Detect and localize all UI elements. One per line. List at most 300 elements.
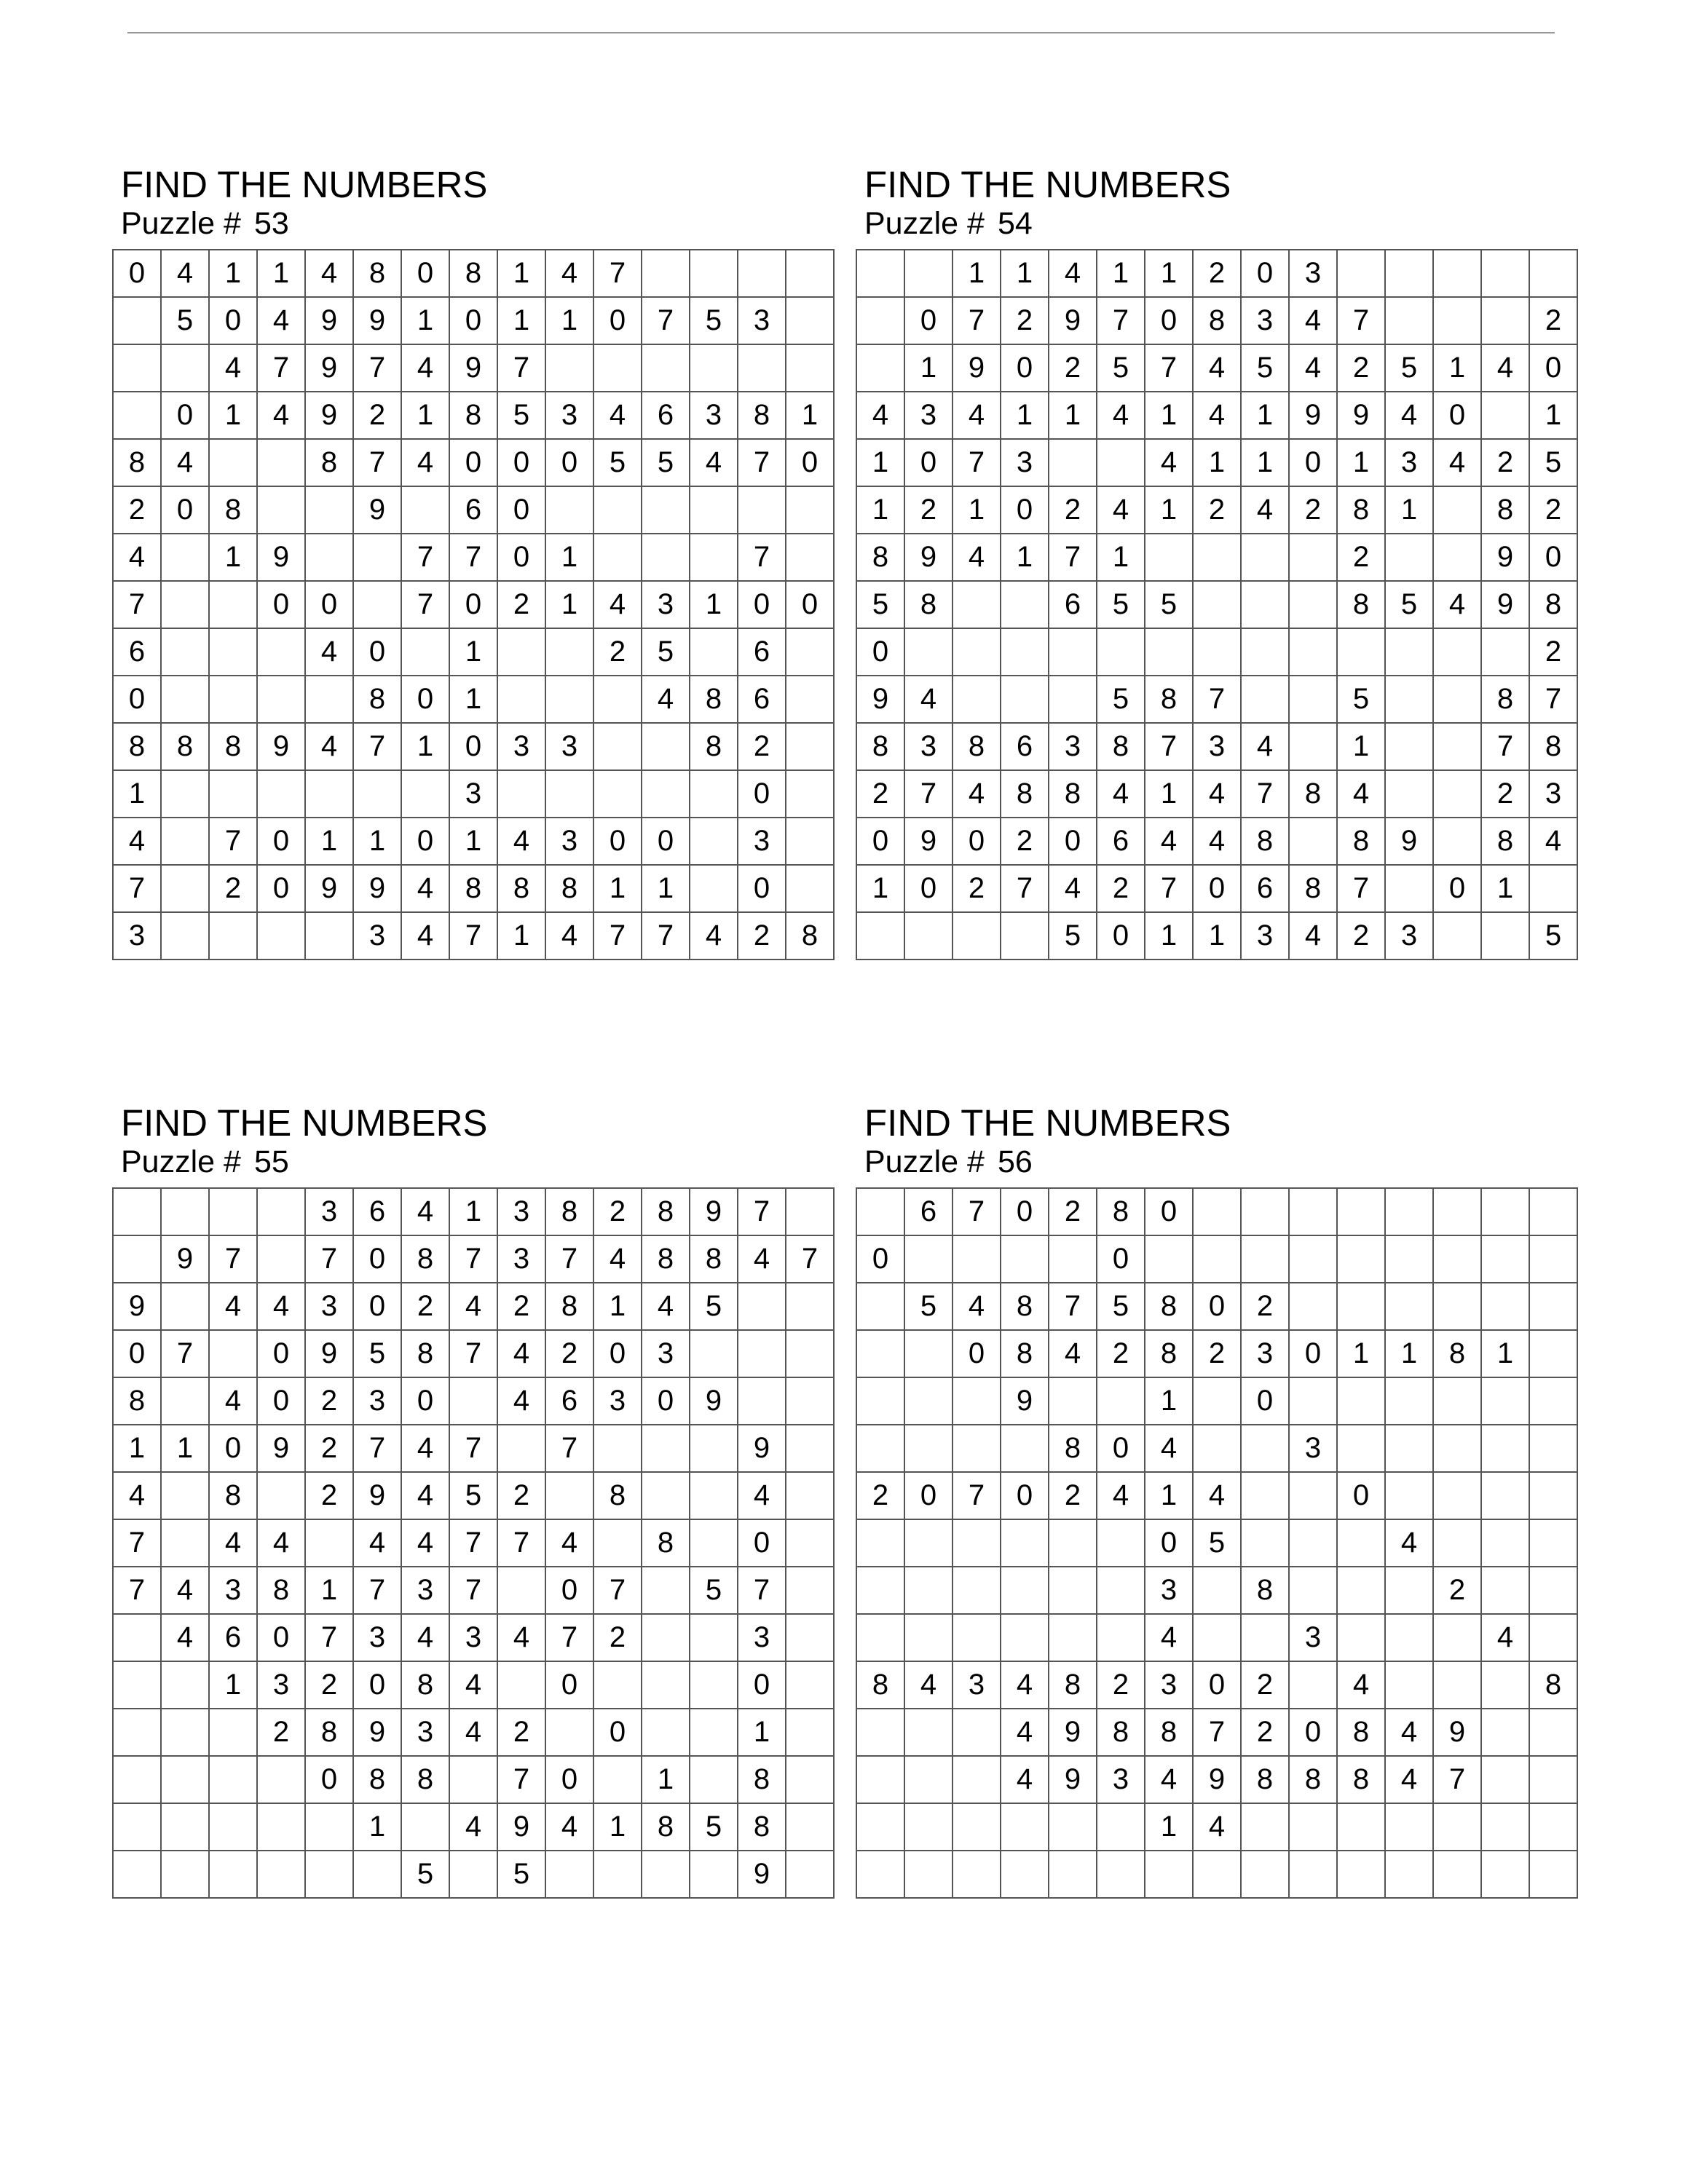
- grid-row: [113, 1377, 834, 1425]
- grid-cell: 7: [1145, 865, 1193, 912]
- grid-cell: 1: [1097, 534, 1145, 581]
- grid-cell: 1: [305, 1567, 353, 1614]
- grid-cell: [113, 344, 161, 392]
- grid-cell: 1: [1145, 392, 1193, 439]
- grid-cell: 2: [209, 865, 257, 912]
- grid-cell: 5: [690, 1283, 738, 1330]
- grid-cell: [738, 344, 786, 392]
- grid-cell: [209, 1756, 257, 1803]
- grid-cell: [209, 676, 257, 723]
- grid-cell: 9: [1433, 1709, 1481, 1756]
- grid-cell: [786, 534, 834, 581]
- grid-cell: 4: [545, 250, 593, 297]
- grid-cell: 4: [401, 344, 449, 392]
- grid-cell: 4: [449, 1283, 497, 1330]
- grid-cell: 5: [1241, 344, 1289, 392]
- grid-cell: 1: [449, 1188, 497, 1235]
- grid-cell: 0: [953, 1330, 1001, 1377]
- grid-cell: 1: [305, 818, 353, 865]
- grid-cell: 1: [1481, 1330, 1529, 1377]
- grid-cell: 8: [161, 723, 209, 770]
- puzzle-number: 53: [253, 206, 289, 241]
- grid-cell: [1337, 1235, 1385, 1283]
- grid-cell: [209, 1851, 257, 1898]
- grid-cell: 0: [545, 1756, 593, 1803]
- grid-cell: [786, 628, 834, 676]
- grid-cell: 0: [738, 770, 786, 818]
- grid-cell: [1001, 1425, 1049, 1472]
- grid-cell: [257, 486, 305, 534]
- grid-cell: [257, 439, 305, 486]
- grid-cell: [257, 628, 305, 676]
- grid-cell: 7: [353, 723, 401, 770]
- grid-cell: 1: [497, 912, 545, 960]
- grid-cell: 9: [353, 865, 401, 912]
- grid-cell: 8: [545, 1283, 593, 1330]
- grid-cell: 4: [1049, 1330, 1097, 1377]
- grid-cell: 8: [856, 1661, 904, 1709]
- grid-cell: 3: [642, 1330, 690, 1377]
- grid-cell: 9: [161, 1235, 209, 1283]
- grid-row: [113, 1567, 834, 1614]
- grid-cell: [1529, 1851, 1577, 1898]
- grid-cell: [1433, 770, 1481, 818]
- grid-cell: [1097, 1614, 1145, 1661]
- grid-cell: 0: [1529, 534, 1577, 581]
- grid-cell: [305, 770, 353, 818]
- grid-cell: 1: [1385, 486, 1433, 534]
- grid-row: [113, 1235, 834, 1283]
- grid-cell: [690, 1661, 738, 1709]
- grid-cell: [953, 1235, 1001, 1283]
- grid-cell: [305, 1519, 353, 1567]
- grid-cell: 4: [1385, 1756, 1433, 1803]
- grid-row: [113, 723, 834, 770]
- grid-cell: 0: [1529, 344, 1577, 392]
- grid-cell: 0: [1049, 818, 1097, 865]
- puzzle-title: FIND THE NUMBERS: [121, 1102, 488, 1144]
- grid-cell: [1193, 628, 1241, 676]
- grid-cell: 0: [642, 1377, 690, 1425]
- grid-cell: 8: [1001, 770, 1049, 818]
- grid-cell: [856, 1188, 904, 1235]
- grid-cell: 0: [209, 297, 257, 344]
- puzzle-number: 54: [997, 206, 1033, 241]
- grid-cell: 4: [1145, 1425, 1193, 1472]
- grid-cell: 8: [209, 1472, 257, 1519]
- grid-cell: 7: [545, 1425, 593, 1472]
- grid-cell: 8: [690, 676, 738, 723]
- grid-cell: 6: [738, 676, 786, 723]
- grid-cell: [257, 912, 305, 960]
- grid-cell: 4: [353, 1519, 401, 1567]
- grid-row: [856, 770, 1577, 818]
- grid-cell: [353, 581, 401, 628]
- grid-cell: 4: [1289, 912, 1337, 960]
- grid-cell: [1049, 1614, 1097, 1661]
- grid-cell: [1529, 1803, 1577, 1851]
- grid-row: [856, 1235, 1577, 1283]
- grid-cell: [856, 297, 904, 344]
- grid-row: [856, 1803, 1577, 1851]
- grid-cell: [1241, 1472, 1289, 1519]
- grid-cell: [1145, 534, 1193, 581]
- grid-cell: [1481, 297, 1529, 344]
- grid-cell: 0: [257, 818, 305, 865]
- grid-cell: 2: [1241, 1661, 1289, 1709]
- grid-cell: 3: [738, 1614, 786, 1661]
- grid-cell: 4: [305, 723, 353, 770]
- grid-cell: 0: [1001, 1472, 1049, 1519]
- grid-cell: 8: [1337, 1756, 1385, 1803]
- grid-cell: [786, 1709, 834, 1756]
- grid-cell: [642, 344, 690, 392]
- grid-cell: 3: [642, 581, 690, 628]
- grid-cell: 0: [1097, 1235, 1145, 1283]
- grid-cell: 8: [305, 439, 353, 486]
- grid-cell: 0: [401, 1377, 449, 1425]
- grid-cell: 8: [209, 486, 257, 534]
- grid-cell: 1: [1529, 392, 1577, 439]
- grid-cell: [642, 1709, 690, 1756]
- grid-cell: 1: [953, 250, 1001, 297]
- grid-cell: [545, 676, 593, 723]
- grid-cell: [1481, 1519, 1529, 1567]
- grid-cell: [786, 723, 834, 770]
- grid-cell: [1289, 581, 1337, 628]
- grid-cell: [786, 1425, 834, 1472]
- grid-row: [856, 1851, 1577, 1898]
- grid-cell: [209, 628, 257, 676]
- number-grid: [112, 1187, 835, 1899]
- grid-cell: 0: [1097, 1425, 1145, 1472]
- grid-cell: [209, 770, 257, 818]
- grid-cell: 1: [353, 818, 401, 865]
- grid-cell: 4: [1049, 865, 1097, 912]
- grid-cell: 8: [1049, 1661, 1097, 1709]
- grid-cell: [113, 1709, 161, 1756]
- grid-cell: 0: [1433, 392, 1481, 439]
- grid-cell: 4: [1385, 1519, 1433, 1567]
- grid-cell: 1: [1385, 1330, 1433, 1377]
- grid-cell: 3: [738, 818, 786, 865]
- grid-cell: 7: [257, 344, 305, 392]
- grid-cell: [161, 1283, 209, 1330]
- grid-cell: [856, 1377, 904, 1425]
- grid-cell: 4: [953, 534, 1001, 581]
- grid-cell: [1481, 1803, 1529, 1851]
- grid-cell: 0: [545, 1567, 593, 1614]
- grid-cell: [1481, 1283, 1529, 1330]
- grid-cell: [786, 1661, 834, 1709]
- grid-cell: [1481, 1472, 1529, 1519]
- grid-cell: [1337, 1851, 1385, 1898]
- grid-cell: 3: [449, 1614, 497, 1661]
- grid-row: [856, 1330, 1577, 1377]
- grid-cell: 8: [1241, 1567, 1289, 1614]
- grid-cell: 1: [1001, 392, 1049, 439]
- grid-cell: 7: [401, 534, 449, 581]
- grid-cell: [1481, 1377, 1529, 1425]
- grid-cell: 0: [738, 865, 786, 912]
- grid-cell: 2: [353, 392, 401, 439]
- grid-cell: 8: [497, 865, 545, 912]
- grid-cell: [497, 1661, 545, 1709]
- grid-cell: [856, 1519, 904, 1567]
- grid-cell: [690, 486, 738, 534]
- grid-cell: 3: [305, 1188, 353, 1235]
- grid-cell: 4: [1193, 392, 1241, 439]
- grid-cell: 4: [497, 818, 545, 865]
- grid-cell: 3: [1097, 1756, 1145, 1803]
- grid-cell: [545, 486, 593, 534]
- grid-cell: 7: [953, 439, 1001, 486]
- grid-cell: 1: [1145, 250, 1193, 297]
- grid-cell: [1481, 1567, 1529, 1614]
- grid-cell: [1001, 1519, 1049, 1567]
- grid-cell: [1289, 1803, 1337, 1851]
- grid-row: [113, 1851, 834, 1898]
- grid-row: [113, 486, 834, 534]
- grid-cell: [953, 1803, 1001, 1851]
- grid-cell: 8: [1145, 1330, 1193, 1377]
- grid-cell: 7: [113, 865, 161, 912]
- grid-cell: 4: [257, 1519, 305, 1567]
- grid-cell: 0: [953, 818, 1001, 865]
- grid-cell: 8: [1145, 1283, 1193, 1330]
- grid-cell: [1049, 628, 1097, 676]
- grid-cell: 6: [353, 1188, 401, 1235]
- grid-cell: [953, 1519, 1001, 1567]
- grid-cell: [161, 770, 209, 818]
- grid-cell: 8: [1481, 486, 1529, 534]
- grid-cell: 7: [593, 250, 642, 297]
- grid-cell: [593, 486, 642, 534]
- grid-cell: [1193, 1614, 1241, 1661]
- grid-cell: 1: [449, 818, 497, 865]
- grid-cell: 7: [305, 1614, 353, 1661]
- grid-cell: 8: [353, 676, 401, 723]
- grid-cell: 1: [1145, 1377, 1193, 1425]
- grid-cell: 1: [953, 486, 1001, 534]
- grid-cell: [642, 1425, 690, 1472]
- grid-cell: 6: [642, 392, 690, 439]
- grid-cell: [1241, 1425, 1289, 1472]
- grid-cell: [305, 912, 353, 960]
- grid-cell: 2: [257, 1709, 305, 1756]
- puzzle-subtitle: [864, 205, 1562, 242]
- grid-cell: [1289, 1851, 1337, 1898]
- grid-cell: 1: [161, 1425, 209, 1472]
- grid-cell: 3: [353, 1614, 401, 1661]
- grid-cell: 8: [690, 1235, 738, 1283]
- grid-row: [113, 1709, 834, 1756]
- grid-cell: [904, 1377, 953, 1425]
- grid-cell: 0: [257, 581, 305, 628]
- grid-cell: 9: [305, 1330, 353, 1377]
- grid-cell: 8: [449, 392, 497, 439]
- grid-cell: [1385, 1235, 1433, 1283]
- grid-cell: [209, 1330, 257, 1377]
- grid-cell: 4: [1289, 297, 1337, 344]
- grid-cell: [1433, 676, 1481, 723]
- grid-cell: 0: [904, 1472, 953, 1519]
- grid-cell: 5: [642, 628, 690, 676]
- grid-cell: [1529, 1330, 1577, 1377]
- grid-cell: 4: [161, 1567, 209, 1614]
- grid-cell: [1049, 1519, 1097, 1567]
- grid-cell: 4: [449, 1709, 497, 1756]
- grid-cell: 7: [449, 1330, 497, 1377]
- grid-cell: 8: [1337, 486, 1385, 534]
- grid-cell: 3: [257, 1661, 305, 1709]
- grid-cell: 5: [1097, 676, 1145, 723]
- grid-cell: 8: [545, 1188, 593, 1235]
- grid-cell: 4: [1481, 344, 1529, 392]
- grid-cell: 6: [449, 486, 497, 534]
- grid-cell: 8: [1001, 1283, 1049, 1330]
- grid-cell: [642, 1567, 690, 1614]
- grid-row: [856, 1425, 1577, 1472]
- grid-cell: 4: [545, 912, 593, 960]
- grid-cell: 1: [1001, 250, 1049, 297]
- grid-cell: 1: [1145, 1803, 1193, 1851]
- grid-cell: 1: [856, 439, 904, 486]
- grid-cell: [690, 628, 738, 676]
- grid-cell: 9: [1481, 534, 1529, 581]
- grid-cell: [353, 770, 401, 818]
- grid-cell: [1289, 1235, 1337, 1283]
- grid-cell: 8: [1049, 1425, 1097, 1472]
- grid-cell: 8: [545, 865, 593, 912]
- grid-cell: [353, 534, 401, 581]
- grid-cell: [497, 676, 545, 723]
- grid-cell: [1289, 1472, 1337, 1519]
- grid-cell: 9: [257, 1425, 305, 1472]
- grid-cell: 1: [545, 534, 593, 581]
- top-divider: [127, 32, 1555, 33]
- grid-cell: [257, 1188, 305, 1235]
- grid-cell: [257, 1756, 305, 1803]
- number-grid: [112, 249, 835, 960]
- grid-cell: 0: [1289, 439, 1337, 486]
- grid-cell: 7: [953, 1472, 1001, 1519]
- grid-cell: 8: [353, 250, 401, 297]
- grid-cell: 6: [113, 628, 161, 676]
- grid-cell: [305, 1803, 353, 1851]
- grid-cell: [1001, 676, 1049, 723]
- grid-cell: 5: [1145, 581, 1193, 628]
- grid-cell: 0: [786, 439, 834, 486]
- grid-cell: 8: [401, 1235, 449, 1283]
- grid-cell: 6: [1241, 865, 1289, 912]
- grid-cell: 0: [113, 1330, 161, 1377]
- grid-cell: 0: [1433, 865, 1481, 912]
- grid-cell: [401, 1803, 449, 1851]
- grid-cell: 0: [305, 581, 353, 628]
- grid-cell: 1: [545, 581, 593, 628]
- grid-cell: 0: [353, 628, 401, 676]
- grid-cell: 8: [642, 1235, 690, 1283]
- grid-cell: 8: [1289, 770, 1337, 818]
- grid-cell: [904, 250, 953, 297]
- grid-cell: 8: [1481, 818, 1529, 865]
- grid-cell: 4: [401, 1472, 449, 1519]
- grid-cell: 4: [1001, 1756, 1049, 1803]
- grid-cell: [904, 1425, 953, 1472]
- grid-cell: [1433, 1803, 1481, 1851]
- grid-cell: 3: [738, 297, 786, 344]
- grid-cell: [856, 912, 904, 960]
- grid-cell: 5: [1193, 1519, 1241, 1567]
- grid-cell: 2: [1337, 344, 1385, 392]
- grid-cell: [1001, 1803, 1049, 1851]
- grid-cell: [1529, 1425, 1577, 1472]
- grid-cell: [953, 1851, 1001, 1898]
- grid-cell: 9: [856, 676, 904, 723]
- grid-cell: [1385, 865, 1433, 912]
- grid-cell: [856, 1851, 904, 1898]
- grid-cell: 0: [904, 865, 953, 912]
- grid-cell: 4: [401, 439, 449, 486]
- puzzle-label: Puzzle #: [864, 206, 985, 241]
- grid-cell: 9: [953, 344, 1001, 392]
- grid-cell: [1241, 676, 1289, 723]
- grid-cell: [904, 1567, 953, 1614]
- grid-cell: 5: [401, 1851, 449, 1898]
- grid-cell: 4: [209, 1519, 257, 1567]
- grid-cell: 0: [545, 439, 593, 486]
- grid-cell: [953, 1614, 1001, 1661]
- grid-cell: 8: [642, 1188, 690, 1235]
- grid-cell: 5: [497, 1851, 545, 1898]
- grid-cell: 5: [690, 1567, 738, 1614]
- grid-cell: 1: [209, 392, 257, 439]
- grid-cell: 0: [401, 818, 449, 865]
- grid-cell: [1529, 1567, 1577, 1614]
- grid-cell: 4: [1193, 770, 1241, 818]
- grid-cell: 0: [904, 439, 953, 486]
- grid-cell: 7: [1337, 865, 1385, 912]
- grid-cell: 5: [1097, 344, 1145, 392]
- grid-cell: 1: [209, 534, 257, 581]
- grid-cell: 2: [1097, 1661, 1145, 1709]
- puzzle-56: [856, 1103, 1562, 1899]
- grid-cell: 3: [1289, 250, 1337, 297]
- grid-cell: [209, 581, 257, 628]
- grid-cell: [1241, 534, 1289, 581]
- grid-cell: 4: [1145, 439, 1193, 486]
- grid-cell: 2: [1529, 297, 1577, 344]
- grid-cell: [1289, 723, 1337, 770]
- grid-row: [113, 1519, 834, 1567]
- grid-row: [113, 1803, 834, 1851]
- grid-cell: 0: [1241, 1377, 1289, 1425]
- grid-cell: 4: [1337, 770, 1385, 818]
- grid-cell: 5: [497, 392, 545, 439]
- grid-cell: 0: [497, 486, 545, 534]
- grid-cell: [1433, 818, 1481, 865]
- grid-cell: [113, 1614, 161, 1661]
- grid-cell: 1: [1241, 392, 1289, 439]
- grid-cell: [161, 912, 209, 960]
- grid-cell: [257, 1235, 305, 1283]
- grid-cell: 2: [953, 865, 1001, 912]
- grid-cell: 4: [305, 250, 353, 297]
- grid-row: [113, 865, 834, 912]
- grid-cell: 4: [1145, 1756, 1193, 1803]
- grid-cell: [1097, 1377, 1145, 1425]
